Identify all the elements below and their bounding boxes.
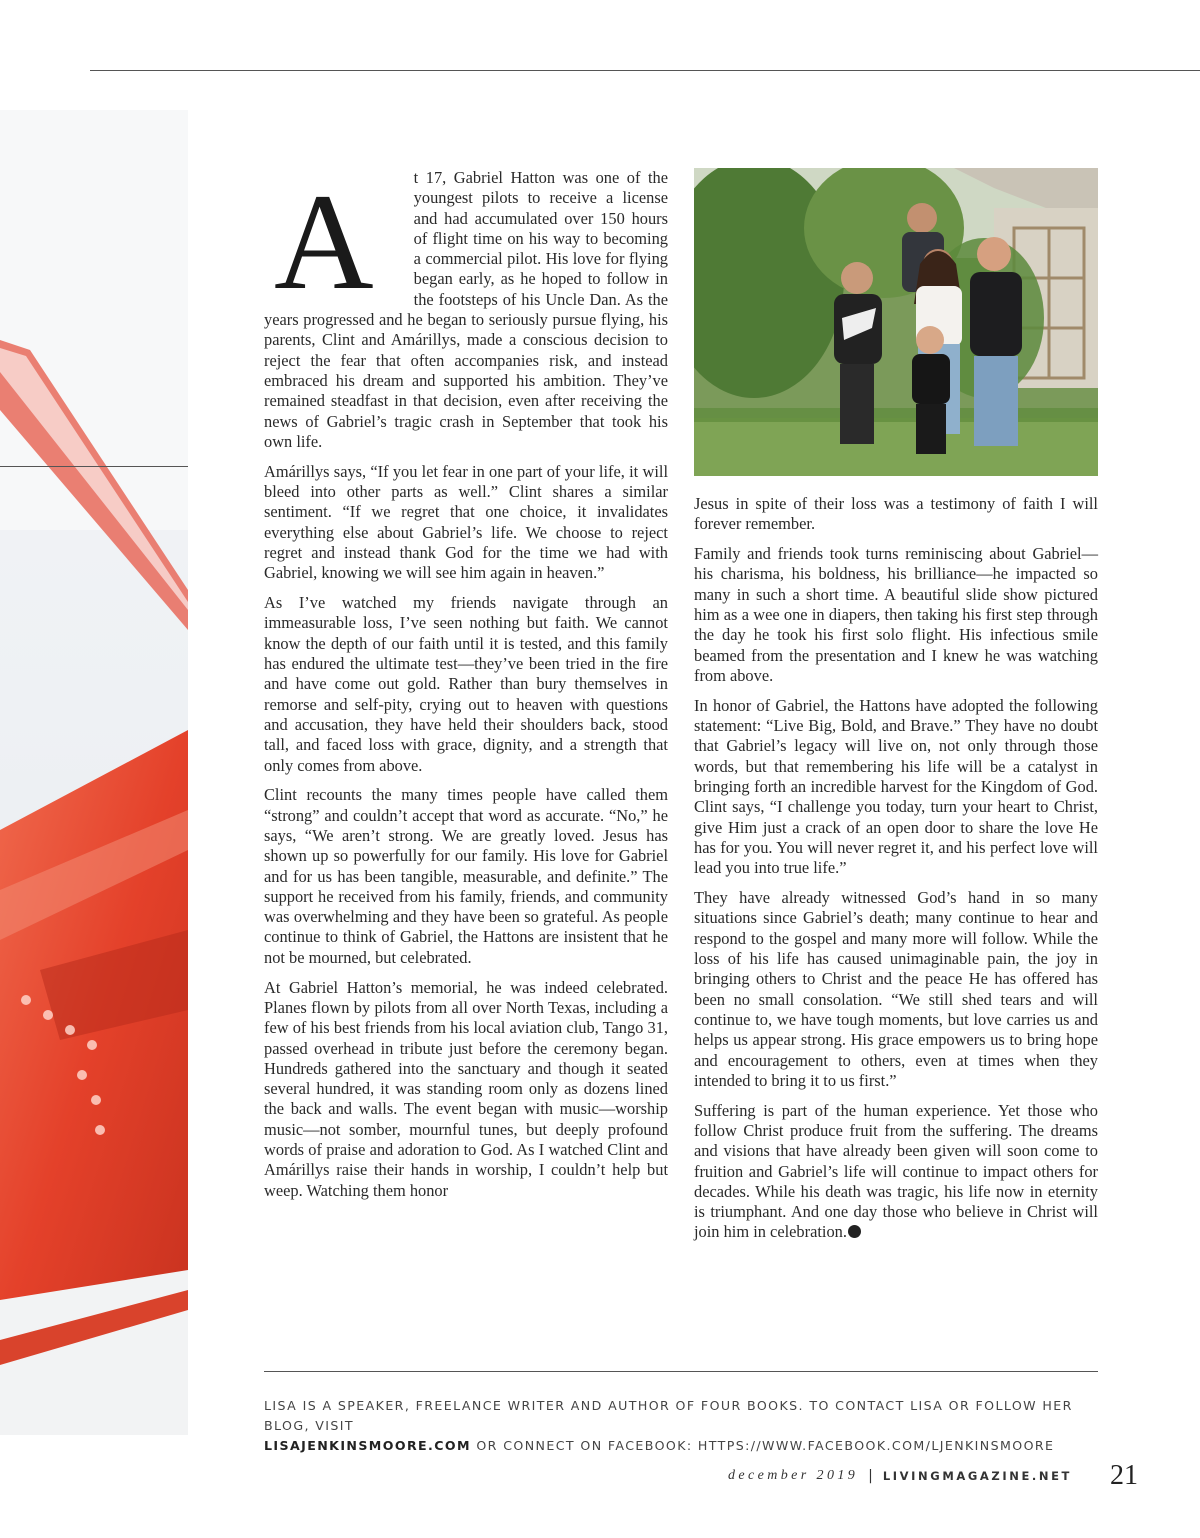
article-paragraph: They have already witnessed God’s hand in so many situations since Gabriel’s death; many continue to hear and respond to the gospel and many more will follow. While the loss of his life has caused unimaginable pain, the joy in bringing others to Christ and the peace He has offered has been no small consolation. “We still shed tears and will continue to, we have tough moments, but love carries us and helps us appear strong. His grace empowers us to bring hope and encouragement to others, even at times when they intended to bring it to us first.” (694, 888, 1098, 1090)
article-paragraph: Clint recounts the many times people have called them “strong” and couldn’t accept that word as accurate. “No,” he says, “We aren’t strong. We are greatly loved. Jesus has shown up so powerfully for our family. His love for Gabriel and for us has been tangible, measurable, and definite.” The support he received from his family, friends, and community was overwhelming and they have been so grateful. As people continue to think of Gabriel, the Hattons are insistent that he not be mourned, but celebrated. (264, 785, 668, 967)
author-bio (264, 1396, 1104, 1456)
issue-date: december 2019 (728, 1468, 859, 1483)
article-column-left (264, 165, 668, 1211)
footer-separator: | (868, 1468, 873, 1484)
article-paragraph: Amárillys says, “If you let fear in one part of your life, it will bleed into other parts as well.” Clint shares a similar sentiment. “If we regret that one choice, it invalidates everything else about Gabriel’s life. We choose to reject regret and instead thank God for the time we had with Gabriel, knowing we will see him again in heaven.” (264, 461, 668, 583)
article-paragraph: As I’ve watched my friends navigate through an immeasurable loss, I’ve seen nothing but faith. We cannot know the depth of our faith until it is tested, and this family has endured the ultimate test—they’ve been tried in the fire and have come out gold. Rather than bury themselves in remorse and self-pity, crying out to heaven with questions and accusation, they have held their shoulders back, stood tall, and faced loss with grace, dignity, and a strength that only comes from above. (264, 593, 668, 775)
article-paragraph: Family and friends took turns reminiscing about Gabriel—his charisma, his boldness, his brilliance—he impacted so many in such a short time. A beautiful slide show pictured him as a wee one in diapers, then taking his first step through the day he took his first solo flight. His infectious smile beamed from the presentation and I knew he was watching from above. (694, 544, 1098, 685)
bio-line-1: LISA IS A SPEAKER, FREELANCE WRITER AND AUTHOR OF FOUR BOOKS. TO CONTACT LISA OR FOLLOW HER BLOG, VISIT (264, 1398, 1073, 1433)
top-rule (90, 70, 1200, 71)
article-column-right (694, 168, 1098, 1252)
article-paragraph: A t 17, Gabriel Hatton was one of the youngest pilots to receive a license and had accumulated over 150 hours of flight time on his way to becoming a commercial pilot. His love for flying began early, as he hoped to follow in the footsteps of his Uncle Dan. As the years progressed and he began to seriously pursue flying, his parents, Clint and Amárillys, made a conscious decision to reject the fear that often accompanies risk, and instead embraced his dream and supported his ambition. They’ve remained steadfast in that decision, even after receiving the news of Gabriel’s tragic crash in September that took his own life. (264, 165, 668, 451)
article-paragraph: In honor of Gabriel, the Hattons have adopted the following statement: “Live Big, Bold, and Brave.” They have no doubt that Gabriel’s legacy will live on, not only through those words, but that remembering his life will be a catalyst in bringing forth an incredible harvest for the Kingdom of God. Clint says, “I challenge you today, turn your heart to Christ, give Him just a crack of an open door to share the love He has for you. You will never regret it, and his perfect love will lead you into true life.” (694, 695, 1098, 878)
bottom-rule (264, 1371, 1098, 1372)
airplane-photo-strip (0, 110, 188, 1435)
magazine-site: LIVINGMAGAZINE.NET (882, 1469, 1072, 1483)
bio-line-2: LISAJENKINSMOORE.COM OR CONNECT ON FACEBOOK: HTTPS://WWW.FACEBOOK.COM/LJENKINSMOORE (264, 1438, 1055, 1453)
side-rule (0, 466, 188, 467)
article-paragraph: At Gabriel Hatton’s memorial, he was indeed celebrated. Planes flown by pilots from all over North Texas, including a few of his best friends from his local aviation club, Tango 31, passed overhead in tribute just before the ceremony began. Hundreds gathered into the sanctuary and though it seated several hundred, it was standing room only as dozens lined the back and walls. The event began with music—worship music—not somber, mournful tunes, but deeply profound words of praise and adoration to God. As I watched Clint and Amárillys raise their hands in worship, I couldn’t help but weep. Watching them honor (264, 977, 668, 1200)
article-paragraph: Jesus in spite of their loss was a testimony of faith I will forever remember. (694, 494, 1098, 534)
page-number: 21 (1110, 1460, 1138, 1491)
drop-cap: A (274, 165, 374, 318)
family-photo (694, 168, 1098, 476)
end-mark-icon (848, 1225, 861, 1238)
article-paragraph: Suffering is part of the human experience. Yet those who follow Christ produce fruit from the suffering. The dreams and visions that have already been given will soon come to fruition and Gabriel’s life will continue to impact others for decades. While his death was tragic, his life now in eternity is triumphant. And one day those who believe in Christ will join him in celebration. (694, 1100, 1098, 1242)
author-website-link[interactable]: LISAJENKINSMOORE.COM (264, 1438, 471, 1453)
page-footer (728, 1460, 1138, 1492)
